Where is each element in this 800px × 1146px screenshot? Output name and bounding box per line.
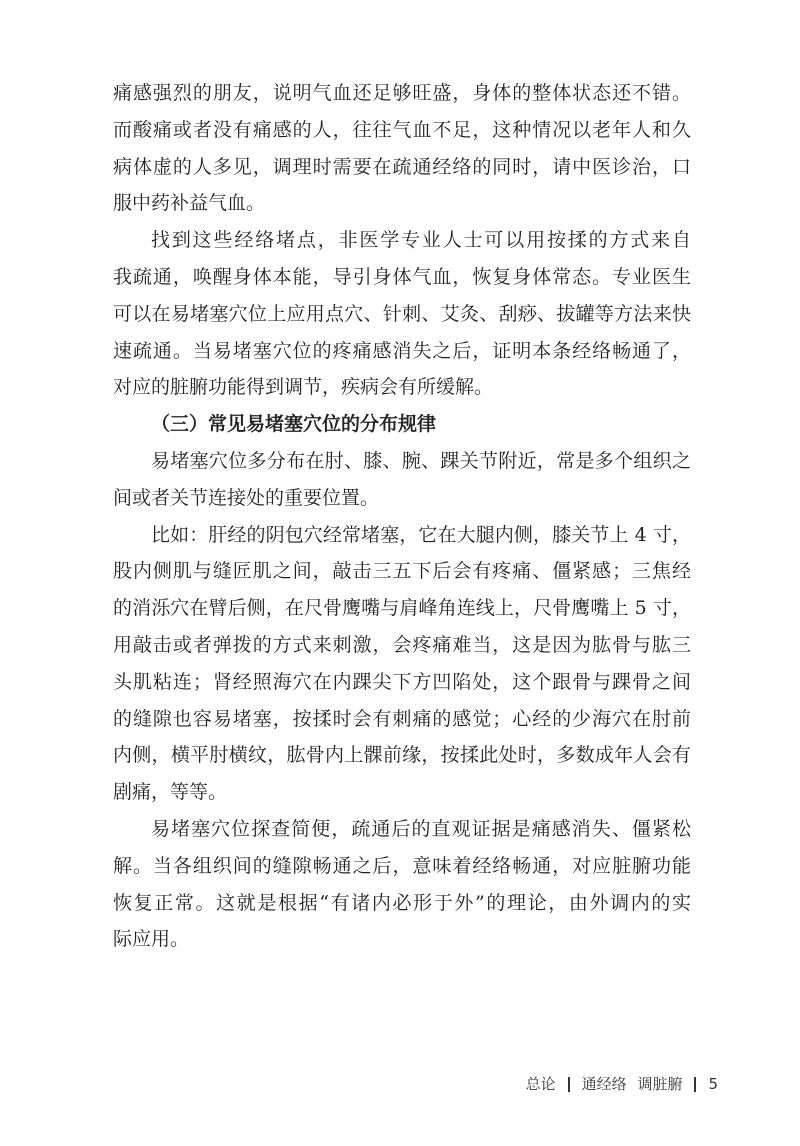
text-line: 内侧，横平肘横纹，肱骨内上髁前缘，按揉此处时，多数成年人会有 <box>113 744 691 767</box>
text-line: 的缝隙也容易堵塞，按揉时会有刺痛的感觉；心经的少海穴在肘前 <box>113 707 691 730</box>
page-number: 5 <box>708 1075 718 1093</box>
section-heading: （三）常见易堵塞穴位的分布规律 <box>151 413 437 436</box>
paragraph <box>113 222 691 406</box>
text-line: 的消泺穴在臂后侧，在尺骨鹰嘴与肩峰角连线上，尺骨鹰嘴上 5 寸， <box>113 597 691 620</box>
footer-book-title: 通经络 调脏腑 <box>581 1075 683 1093</box>
text-line: 恢复正常。这就是根据“有诸内必形于外”的理论，由外调内的实 <box>113 891 691 914</box>
text-line: 易堵塞穴位多分布在肘、膝、腕、踝关节附近，常是多个组织之 <box>151 449 691 472</box>
text-line: 可以在易堵塞穴位上应用点穴、针刺、艾灸、刮痧、拔罐等方法来快 <box>113 302 691 325</box>
text-line: 用敲击或者弹拨的方式来刺激，会疼痛难当，这是因为肱骨与肱三 <box>113 633 691 656</box>
text-line: 头肌粘连；肾经照海穴在内踝尖下方凹陷处，这个跟骨与踝骨之间 <box>113 670 691 693</box>
text-line: 际应用。 <box>113 928 190 951</box>
paragraph <box>113 75 691 222</box>
footer-divider <box>694 1077 696 1092</box>
paragraph <box>113 811 691 958</box>
text-line: 对应的脏腑功能得到调节，疾病会有所缓解。 <box>113 376 494 399</box>
paragraph <box>113 517 691 811</box>
text-line: 我疏通，唤醒身体本能，导引身体气血，恢复身体常态。专业医生 <box>113 265 691 288</box>
page-footer <box>526 1073 718 1095</box>
footer-section: 总论 <box>525 1075 556 1093</box>
footer-divider <box>568 1077 570 1092</box>
text-line: 痛感强烈的朋友，说明气血还足够旺盛，身体的整体状态还不错。 <box>113 82 691 104</box>
text-line: 间或者关节连接处的重要位置。 <box>113 486 380 509</box>
text-line: 速疏通。当易堵塞穴位的疼痛感消失之后，证明本条经络畅通了， <box>113 339 691 362</box>
text-line: 易堵塞穴位探查简便，疏通后的直观证据是痛感消失、僵紧松 <box>151 817 691 840</box>
text-line: 病体虚的人多见，调理时需要在疏通经络的同时，请中医诊治，口 <box>113 155 691 178</box>
text-line: 解。当各组织间的缝隙畅通之后，意味着经络畅通，对应脏腑功能 <box>113 854 691 877</box>
text-line: 找到这些经络堵点，非医学专业人士可以用按揉的方式来自 <box>151 229 691 252</box>
text-line: 而酸痛或者没有痛感的人，往往气血不足，这种情况以老年人和久 <box>113 118 691 141</box>
body-text <box>113 75 691 958</box>
text-line: 服中药补益气血。 <box>113 192 266 215</box>
text-line: 比如：肝经的阴包穴经常堵塞，它在大腿内侧，膝关节上 4 寸， <box>151 523 691 546</box>
text-line: 剧痛，等等。 <box>113 781 228 804</box>
paragraph <box>113 443 691 517</box>
text-line: 股内侧肌与缝匠肌之间，敲击三五下后会有疼痛、僵紧感；三焦经 <box>113 560 691 583</box>
